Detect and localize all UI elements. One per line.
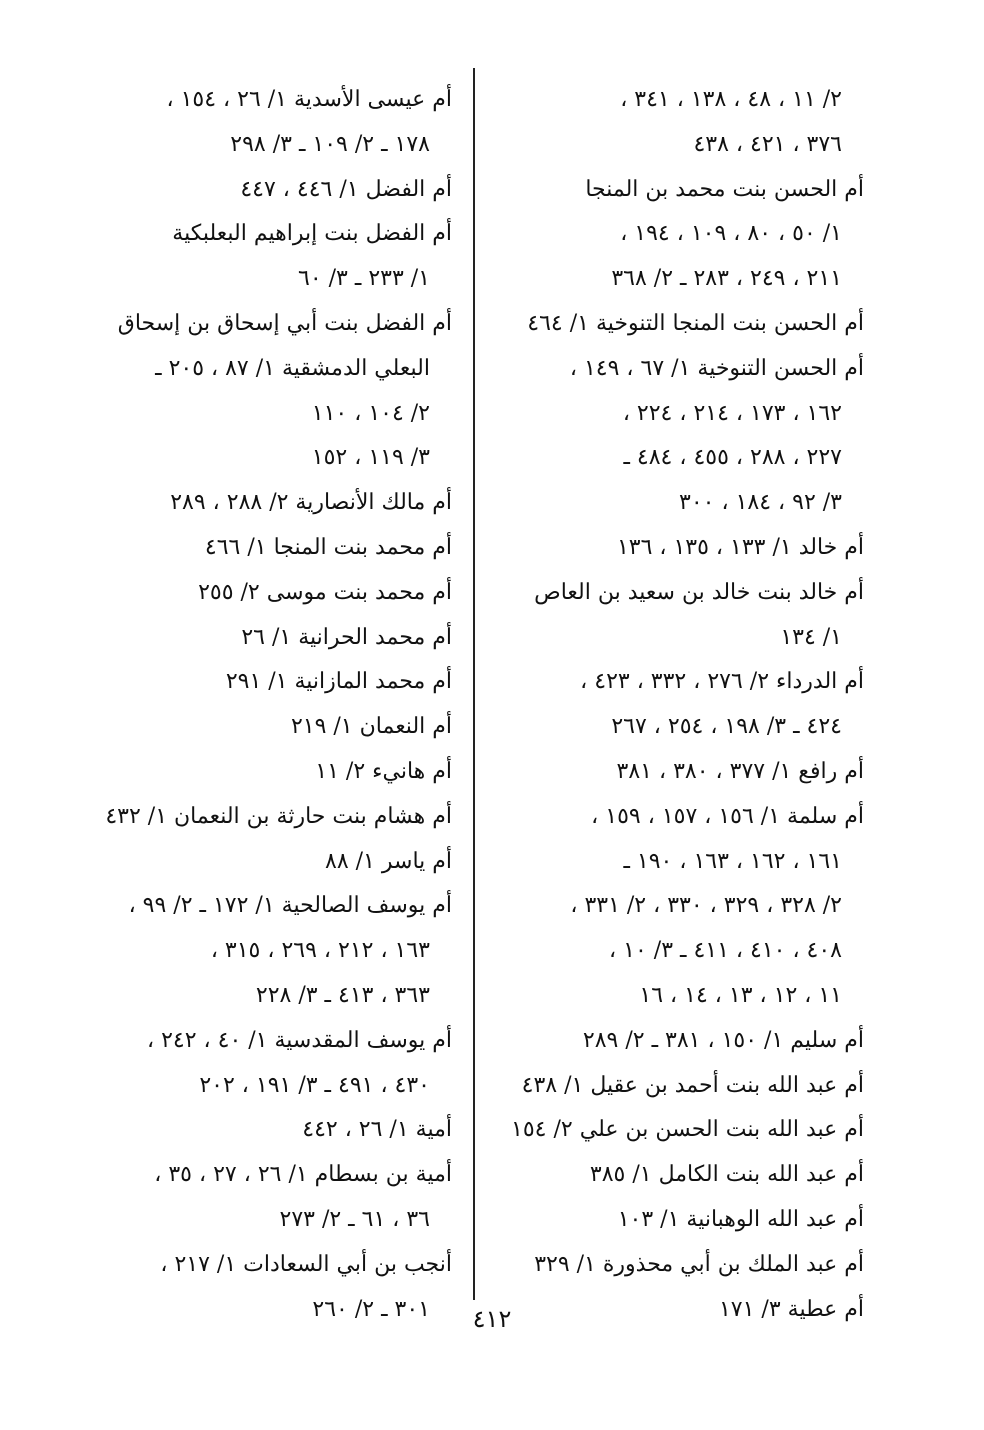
- index-entry-continuation: ١/ ٢٣٣ ـ ٣/ ٦٠: [298, 266, 430, 292]
- index-entry: أم الدرداء ٢/ ٢٧٦ ، ٣٣٢ ، ٤٢٣ ،: [580, 669, 864, 695]
- index-entry: أم الفضل بنت إبراهيم البعلبكية: [172, 221, 452, 247]
- index-entry: أم محمد الحرانية ١/ ٢٦: [241, 624, 452, 650]
- index-entry: أم الفضل بنت أبي إسحاق بن إسحاق: [117, 310, 452, 336]
- index-entry-continuation: ١/ ٥٠ ، ٨٠ ، ١٠٩ ، ١٩٤ ،: [620, 221, 842, 247]
- index-entry: أم الحسن التنوخية ١/ ٦٧ ، ١٤٩ ،: [569, 355, 864, 381]
- index-entry: أم يوسف الصالحية ١/ ١٧٢ ـ ٢/ ٩٩ ،: [128, 893, 452, 919]
- index-entry: أم سليم ١/ ١٥٠ ، ٣٨١ ـ ٢/ ٢٨٩: [582, 1027, 864, 1053]
- index-entry-continuation: ٣٧٦ ، ٤٢١ ، ٤٣٨: [693, 131, 842, 157]
- index-entry: أم ياسر ١/ ٨٨: [325, 848, 452, 874]
- index-entry: أم مالك الأنصارية ٢/ ٢٨٨ ، ٢٨٩: [170, 490, 452, 516]
- index-column-left: [80, 78, 452, 1332]
- index-entry-continuation: ١٧٨ ـ ٢/ ١٠٩ ـ ٣/ ٢٩٨: [230, 131, 430, 157]
- index-entry: أم الحسن بنت المنجا التنوخية ١/ ٤٦٤: [527, 310, 864, 336]
- index-entry-continuation: ٣٦ ، ٦١ ـ ٢/ ٢٧٣: [279, 1206, 430, 1232]
- index-entry: أم هانيء ٢/ ١١: [315, 758, 452, 784]
- index-entry: أم محمد بنت المنجا ١/ ٤٦٦: [204, 534, 452, 560]
- index-entry: أم عيسى الأسدية ١/ ٢٦ ، ١٥٤ ،: [166, 87, 452, 112]
- index-entry-continuation: ٤٢٤ ـ ٣/ ١٩٨ ، ٢٥٤ ، ٢٦٧: [611, 714, 842, 740]
- index-entry-continuation: ٣/ ١١٩ ، ١٥٢: [311, 445, 430, 471]
- page-number: ٤١٢: [472, 1305, 512, 1333]
- index-entry-continuation: ٤٣٠ ، ٤٩١ ـ ٣/ ١٩١ ، ٢٠٢: [199, 1072, 430, 1098]
- index-entry: أنجب بن أبي السعادات ١/ ٢١٧ ،: [160, 1251, 452, 1277]
- index-entry: أم يوسف المقدسية ١/ ٤٠ ، ٢٤٢ ،: [146, 1027, 452, 1053]
- index-entry-continuation: ٢/ ١٠٤ ، ١١٠: [311, 400, 430, 426]
- index-entry: أم سلمة ١/ ١٥٦ ، ١٥٧ ، ١٥٩ ،: [591, 803, 864, 829]
- index-entry-continuation: ١٦١ ، ١٦٢ ، ١٦٣ ، ١٩٠ ـ: [623, 848, 842, 874]
- index-entry-continuation: ١/ ١٣٤: [780, 624, 842, 650]
- index-entry: أم الحسن بنت محمد بن المنجا: [585, 176, 864, 202]
- index-entry-continuation: البعلي الدمشقية ١/ ٨٧ ، ٢٠٥ ـ: [155, 355, 430, 381]
- index-entry: أمية ١/ ٢٦ ، ٤٤٢: [302, 1117, 452, 1143]
- column-divider: [473, 68, 475, 1300]
- index-entry-continuation: ١٦٢ ، ١٧٣ ، ٢١٤ ، ٢٢٤ ،: [622, 400, 842, 426]
- index-entry: أم عبد الله بنت الحسن بن علي ٢/ ١٥٤: [511, 1117, 864, 1143]
- index-entry-continuation: ٣٦٣ ، ٤١٣ ـ ٣/ ٢٢٨: [255, 982, 430, 1008]
- index-entry: أم النعمان ١/ ٢١٩: [290, 714, 452, 740]
- index-column-right: [504, 78, 864, 1332]
- index-entry: أم عبد الله الوهبانية ١/ ١٠٣: [617, 1206, 864, 1232]
- index-entry: أم الفضل ١/ ٤٤٦ ، ٤٤٧: [240, 176, 452, 202]
- index-entry-continuation: ٤٠٨ ، ٤١٠ ، ٤١١ ـ ٣/ ١٠ ،: [609, 938, 842, 964]
- index-entry: أم محمد المازانية ١/ ٢٩١: [225, 669, 452, 695]
- index-entry-continuation: ٢١١ ، ٢٤٩ ، ٢٨٣ ـ ٢/ ٣٦٨: [611, 266, 842, 292]
- index-entry-continuation: ١٦٣ ، ٢١٢ ، ٢٦٩ ، ٣١٥ ،: [210, 938, 430, 964]
- index-entry: أم عبد الملك بن أبي محذورة ١/ ٣٢٩: [534, 1251, 864, 1277]
- index-entry: أم عبد الله بنت أحمد بن عقيل ١/ ٤٣٨: [521, 1072, 864, 1098]
- index-entry: أمية بن بسطام ١/ ٢٦ ، ٢٧ ، ٣٥ ،: [154, 1162, 452, 1188]
- index-entry-continuation: ١١ ، ١٢ ، ١٣ ، ١٤ ، ١٦: [639, 982, 842, 1008]
- index-entry-continuation: ٢/ ٣٢٨ ، ٣٢٩ ، ٣٣٠ ، ٢/ ٣٣١ ،: [570, 893, 842, 919]
- index-entry-continuation: ٣/ ٩٢ ، ١٨٤ ، ٣٠٠: [679, 490, 842, 516]
- index-entry: أم هشام بنت حارثة بن النعمان ١/ ٤٣٢: [105, 803, 452, 829]
- index-entry: أم عبد الله بنت الكامل ١/ ٣٨٥: [589, 1162, 864, 1188]
- index-entry: أم خالد بنت خالد بن سعيد بن العاص: [534, 579, 864, 605]
- index-entry-continuation: ٣٠١ ـ ٢/ ٢٦٠: [312, 1296, 430, 1322]
- index-entry: أم خالد ١/ ١٣٣ ، ١٣٥ ، ١٣٦: [616, 534, 864, 560]
- index-entry-continuation: ٢/ ١١ ، ٤٨ ، ١٣٨ ، ٣٤١ ،: [620, 87, 842, 112]
- index-entry: أم عطية ٣/ ١٧١: [718, 1296, 864, 1322]
- index-entry: أم رافع ١/ ٣٧٧ ، ٣٨٠ ، ٣٨١: [616, 758, 864, 784]
- index-entry-continuation: ٢٢٧ ، ٢٨٨ ، ٤٥٥ ، ٤٨٤ ـ: [623, 445, 842, 471]
- index-entry: أم محمد بنت موسى ٢/ ٢٥٥: [198, 579, 452, 605]
